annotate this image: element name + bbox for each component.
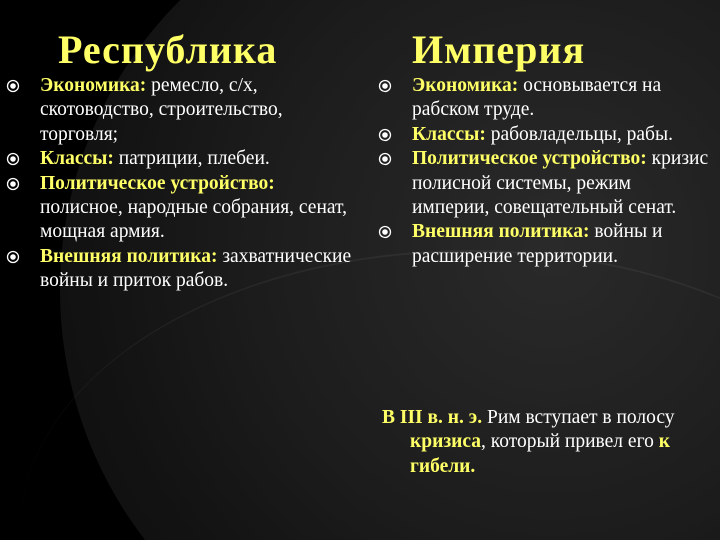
empire-title: Империя	[412, 27, 586, 72]
republic-foreign-label: Внешняя политика:	[40, 245, 218, 267]
circled-dot-icon	[6, 250, 20, 264]
circled-dot-icon	[378, 79, 392, 93]
empire-list	[412, 74, 712, 269]
empire-foreign-text: войны и расширение территории.	[412, 221, 663, 267]
circled-dot-icon	[6, 152, 20, 166]
empire-politics-item	[412, 147, 712, 220]
conclusion-part-1: Рим вступает в полосу	[482, 407, 675, 428]
conclusion-crisis: кризиса	[410, 431, 482, 453]
empire-economy-text: основывается на рабском труде.	[412, 75, 662, 121]
circled-dot-icon	[378, 152, 392, 166]
republic-politics-item	[40, 172, 355, 245]
republic-economy-label: Экономика:	[40, 75, 147, 96]
empire-foreign-label: Внешняя политика:	[412, 221, 590, 243]
republic-list	[40, 74, 355, 294]
conclusion-part-2: , который привел его	[481, 431, 659, 453]
republic-economy-text: ремесло, с/х, скотоводство, строительство, торговля;	[40, 75, 283, 145]
empire-foreign-item	[412, 220, 712, 269]
republic-title: Республика	[58, 27, 278, 72]
republic-foreign-item	[40, 245, 355, 294]
conclusion-date: В III в. н. э.	[382, 407, 483, 428]
republic-classes-item	[40, 147, 355, 171]
republic-classes-label: Классы:	[40, 148, 114, 170]
empire-economy-item	[412, 74, 712, 123]
republic-politics-label: Политическое устройство:	[40, 172, 275, 194]
republic-politics-text: полисное, народные собрания, сенат, мощная армия.	[40, 197, 347, 243]
republic-economy-item	[40, 74, 355, 147]
empire-classes-text: рабовладельцы, рабы.	[485, 123, 673, 145]
conclusion-text	[382, 406, 720, 479]
empire-politics-text: кризис полисной системы, режим империи, совещательный сенат.	[412, 148, 709, 219]
empire-politics-label: Политическое устройство:	[412, 148, 647, 170]
circled-dot-icon	[378, 225, 392, 239]
circled-dot-icon	[6, 79, 20, 93]
conclusion-doom: к гибели.	[410, 431, 670, 477]
empire-classes-item	[412, 123, 712, 147]
republic-foreign-text: захватнические войны и приток рабов.	[40, 245, 352, 292]
circled-dot-icon	[6, 177, 20, 191]
republic-classes-text: патриции, плебеи.	[113, 148, 270, 170]
empire-classes-label: Классы:	[412, 123, 486, 145]
empire-economy-label: Экономика:	[412, 75, 519, 96]
circled-dot-icon	[378, 128, 392, 142]
